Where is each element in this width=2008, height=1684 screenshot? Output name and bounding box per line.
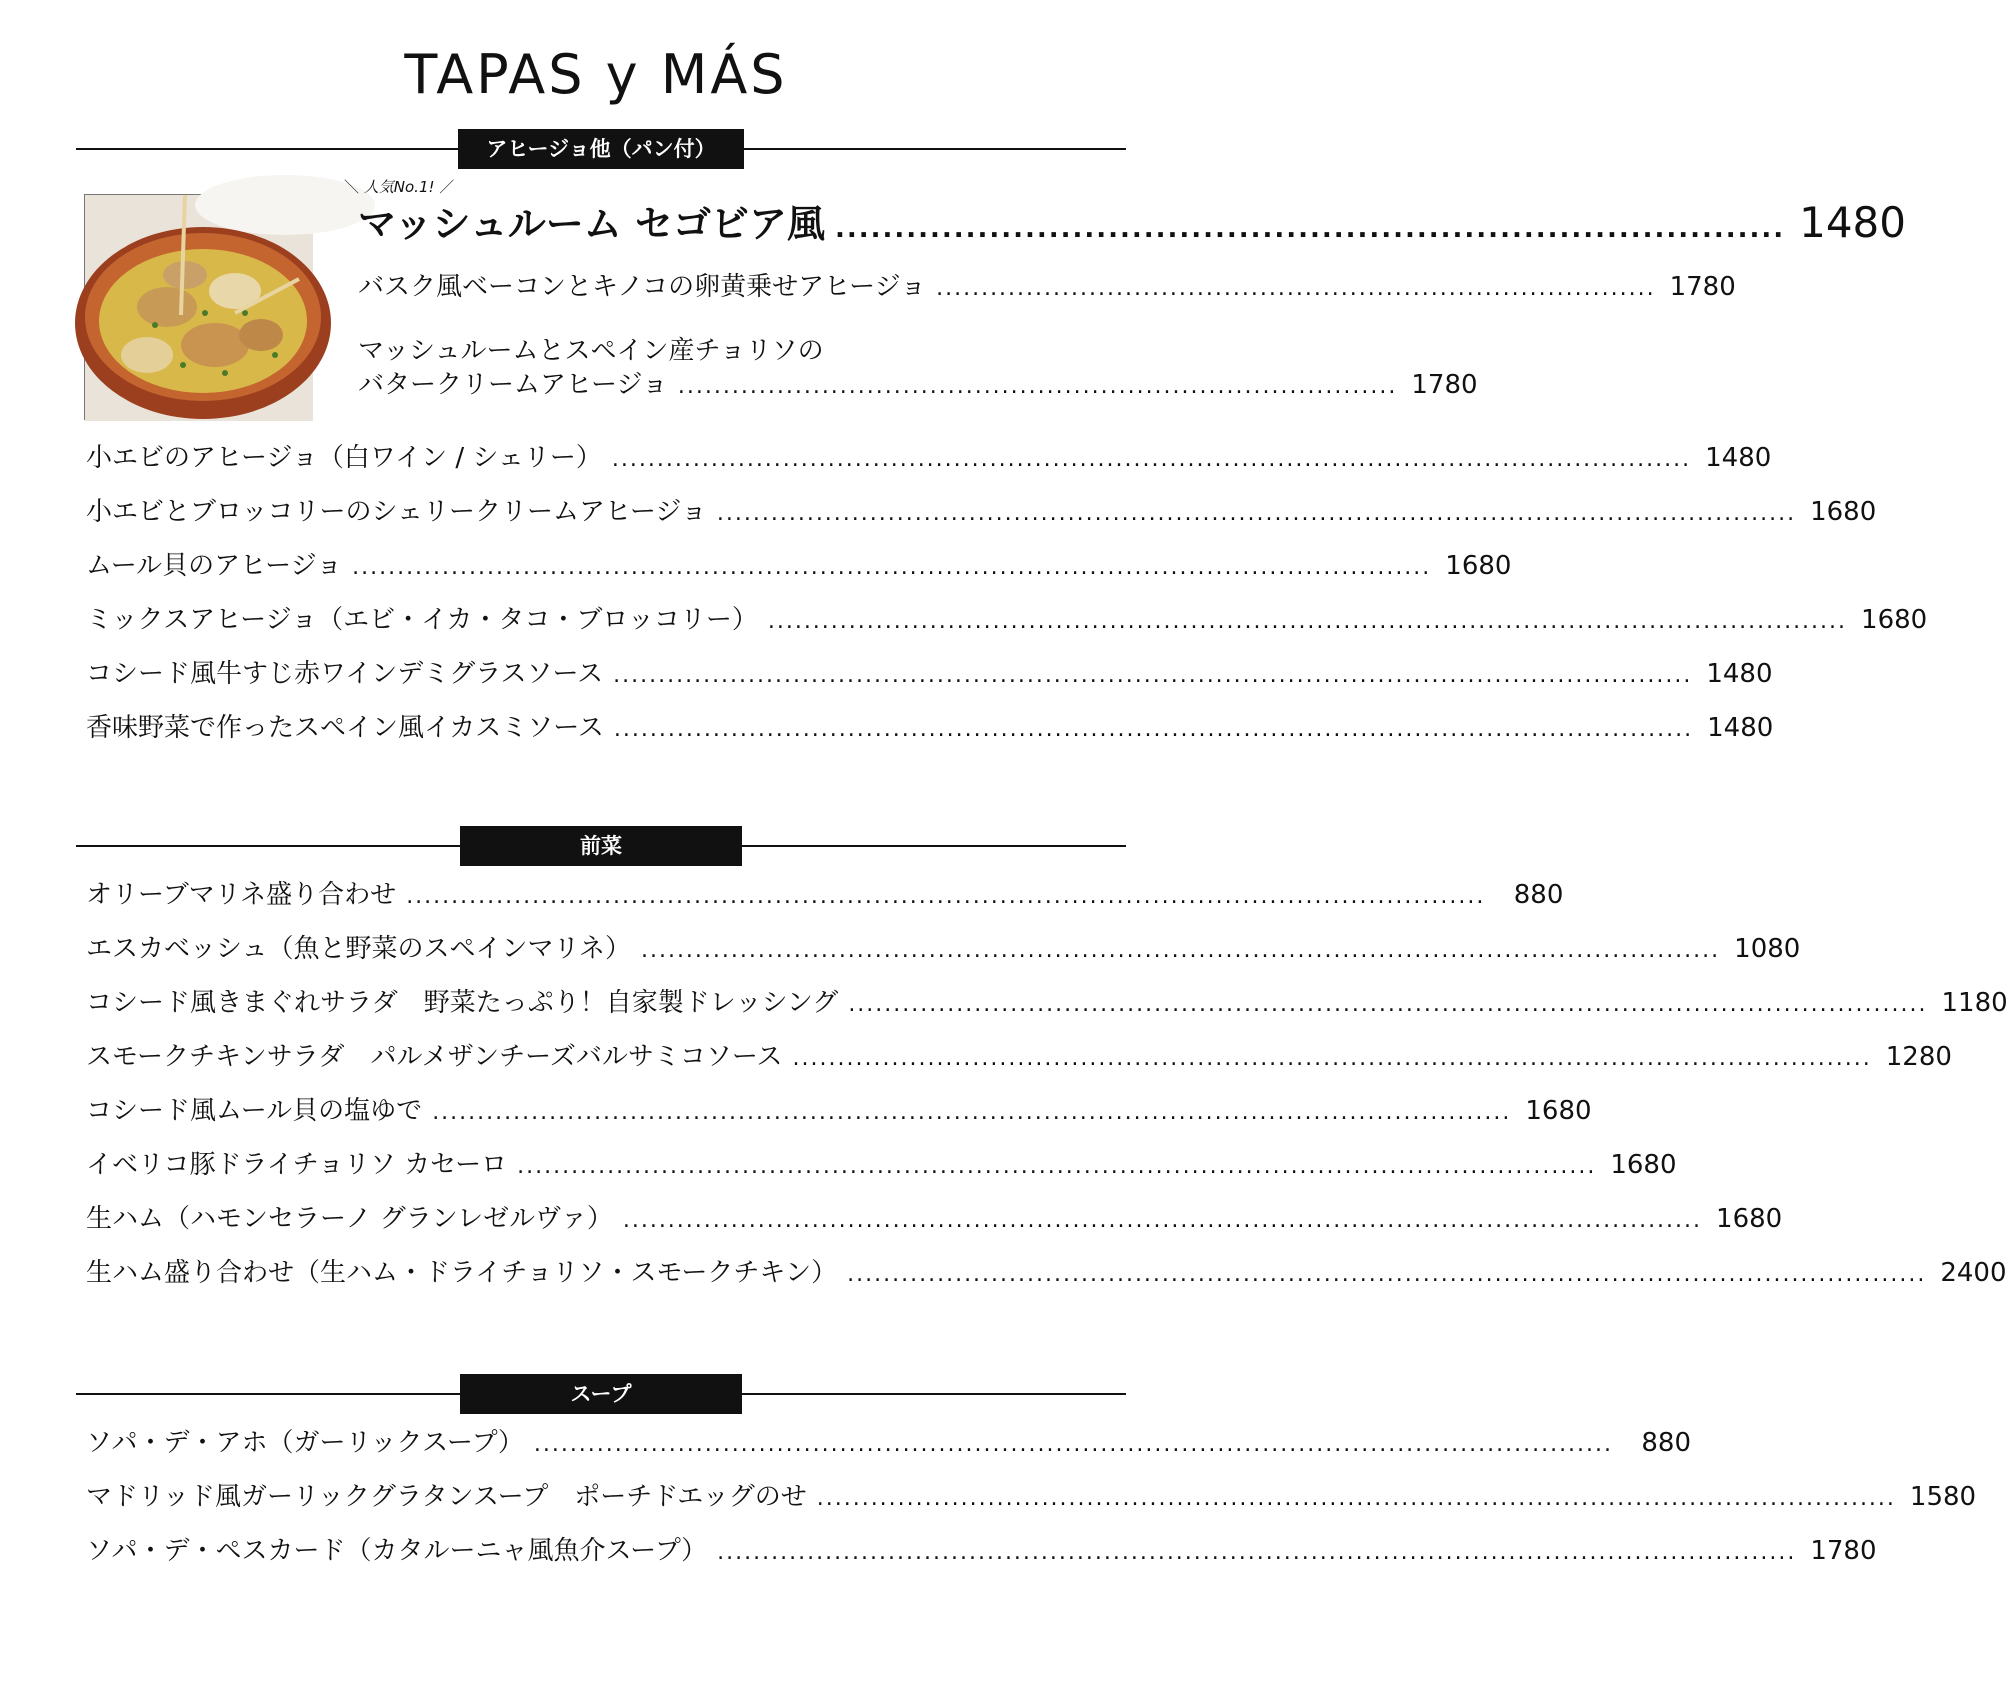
menu-item-name: マドリッド風ガーリックグラタンスープ ポーチドエッグのせ (86, 1482, 807, 1512)
menu-item (86, 659, 1773, 690)
menu-item (86, 443, 1772, 474)
menu-item (86, 713, 1774, 744)
menu-item-name: イベリコ豚ドライチョリソ カセーロ (86, 1150, 508, 1180)
dot-leader: ........................................................................................................................ (517, 1154, 1597, 1179)
menu-item-name: コシード風ムール貝の塩ゆで (86, 1096, 423, 1126)
dot-leader: ................................................................................ (936, 276, 1656, 301)
menu-item-name-line2: バタークリームアヒージョ (358, 370, 668, 400)
menu-item-name: 生ハム盛り合わせ（生ハム・ドライチョリソ・スモークチキン） (86, 1258, 838, 1288)
section-label: スープ (460, 1374, 742, 1414)
featured-item-name: マッシュルーム セゴビア風 (358, 202, 825, 246)
menu-item (86, 1150, 1677, 1181)
dot-leader: ........................................................................................................................ (792, 1046, 1872, 1071)
menu-item-price: 880 (1513, 880, 1564, 910)
dot-leader: ........................................................................................................................ (716, 501, 1797, 526)
featured-item-price: 1480 (1799, 198, 1906, 247)
menu-item (86, 1042, 1952, 1073)
dot-leader: ........................................................................................................................ (611, 447, 1692, 472)
menu-item-price: 1780 (1669, 272, 1736, 302)
menu-item-price: 1780 (1411, 370, 1478, 400)
ajillo-dish-photo (84, 194, 312, 420)
section-header-ajillo (76, 129, 1126, 169)
dot-leader: ........................................................................................................................ (406, 884, 1486, 909)
menu-item (86, 1536, 1877, 1567)
menu-item-price: 1680 (1445, 551, 1512, 581)
menu-item-name: 生ハム（ハモンセラーノ グランレゼルヴァ） (86, 1204, 613, 1234)
menu-item-name: オリーブマリネ盛り合わせ (86, 880, 397, 910)
dot-leader: ........................................................................................................................ (352, 555, 1432, 580)
menu-item-name-line1: マッシュルームとスペイン産チョリソの (358, 336, 824, 366)
dot-leader: ................................................................................ (677, 374, 1398, 399)
dot-leader: ........................................................................................................................ (613, 663, 1693, 688)
menu-item-price: 1780 (1810, 1536, 1877, 1566)
dot-leader: ........................................................................................................................ (767, 609, 1848, 634)
menu-item-name: 香味野菜で作ったスペイン風イカスミソース (86, 713, 604, 743)
menu-item (86, 497, 1877, 528)
menu-item-price: 1680 (1810, 497, 1877, 527)
menu-item-price: 1480 (1705, 443, 1772, 473)
menu-item (86, 605, 1928, 636)
ajillo-photo-svg (85, 195, 313, 421)
menu-item (86, 1204, 1783, 1235)
menu-item (86, 934, 1801, 965)
menu-item (86, 551, 1512, 582)
menu-item-price: 1680 (1716, 1204, 1783, 1234)
dot-leader: ................................................................................ (834, 214, 1786, 244)
menu-item-price: 1480 (1707, 713, 1774, 743)
menu-item-name: コシード風きまぐれサラダ 野菜たっぷり！自家製ドレッシング (86, 988, 839, 1018)
menu-item-price: 1580 (1909, 1482, 1977, 1512)
menu-item-price: 1080 (1734, 934, 1801, 964)
menu-item-price: 1680 (1610, 1150, 1677, 1180)
dot-leader: ........................................................................................................................ (533, 1432, 1614, 1457)
menu-item (86, 1258, 2007, 1289)
popular-badge: ＼ 人気No.1! ／ (344, 178, 455, 196)
dot-leader: ........................................................................................................................ (432, 1100, 1512, 1125)
menu-item (86, 880, 1564, 911)
section-header-soup (76, 1374, 1126, 1414)
menu-item-price: 1480 (1706, 659, 1773, 689)
menu-item-name: 小エビのアヒージョ（白ワイン / シェリー） (86, 443, 602, 473)
menu-item-price: 1680 (1525, 1096, 1592, 1126)
dot-leader: ........................................................................................................................ (622, 1208, 1703, 1233)
featured-item (358, 198, 1906, 248)
menu-item-name: ソパ・デ・ペスカード（カタルーニャ風魚介スープ） (86, 1536, 708, 1566)
menu-item-name: ミックスアヒージョ（エビ・イカ・タコ・ブロッコリー） (86, 605, 758, 635)
menu-item-name: バスク風ベーコンとキノコの卵黄乗せアヒージョ (358, 272, 927, 302)
menu-item-price: 1680 (1861, 605, 1928, 635)
menu-item (86, 1482, 1977, 1513)
menu-item-name: ムール貝のアヒージョ (86, 551, 343, 581)
section-label: アヒージョ他（パン付） (458, 129, 744, 169)
menu-item (86, 1096, 1592, 1127)
menu-item-name: 小エビとブロッコリーのシェリークリームアヒージョ (86, 497, 707, 527)
menu-item-price: 2400 (1940, 1258, 2007, 1288)
popular-badge-text: 人気No.1! (363, 178, 435, 196)
dot-leader: ........................................................................................................................ (847, 1262, 1927, 1287)
menu-item-name: エスカベッシュ（魚と野菜のスペインマリネ） (86, 934, 631, 964)
menu-item-name: ソパ・デ・アホ（ガーリックスープ） (86, 1428, 524, 1458)
menu-item-name: コシード風牛すじ赤ワインデミグラスソース (86, 659, 604, 689)
menu-item (358, 370, 1478, 401)
dot-leader: ........................................................................................................................ (613, 717, 1694, 742)
dot-leader: ........................................................................................................................ (717, 1540, 1797, 1565)
section-label: 前菜 (460, 826, 742, 866)
menu-title: TAPAS y MÁS (404, 43, 788, 106)
dot-leader: ........................................................................................................................ (848, 992, 1928, 1017)
dot-leader: ........................................................................................................................ (816, 1486, 1896, 1511)
menu-item (86, 988, 2008, 1019)
menu-item-price: 1280 (1885, 1042, 1952, 1072)
menu-item (86, 1428, 1692, 1459)
menu-item-price: 1180 (1941, 988, 2008, 1018)
menu-item (358, 272, 1736, 303)
menu-item-name: スモークチキンサラダ パルメザンチーズバルサミコソース (86, 1042, 783, 1072)
section-header-appetizer (76, 826, 1126, 866)
dot-leader: ........................................................................................................................ (640, 938, 1721, 963)
menu-item-price: 880 (1641, 1428, 1692, 1458)
